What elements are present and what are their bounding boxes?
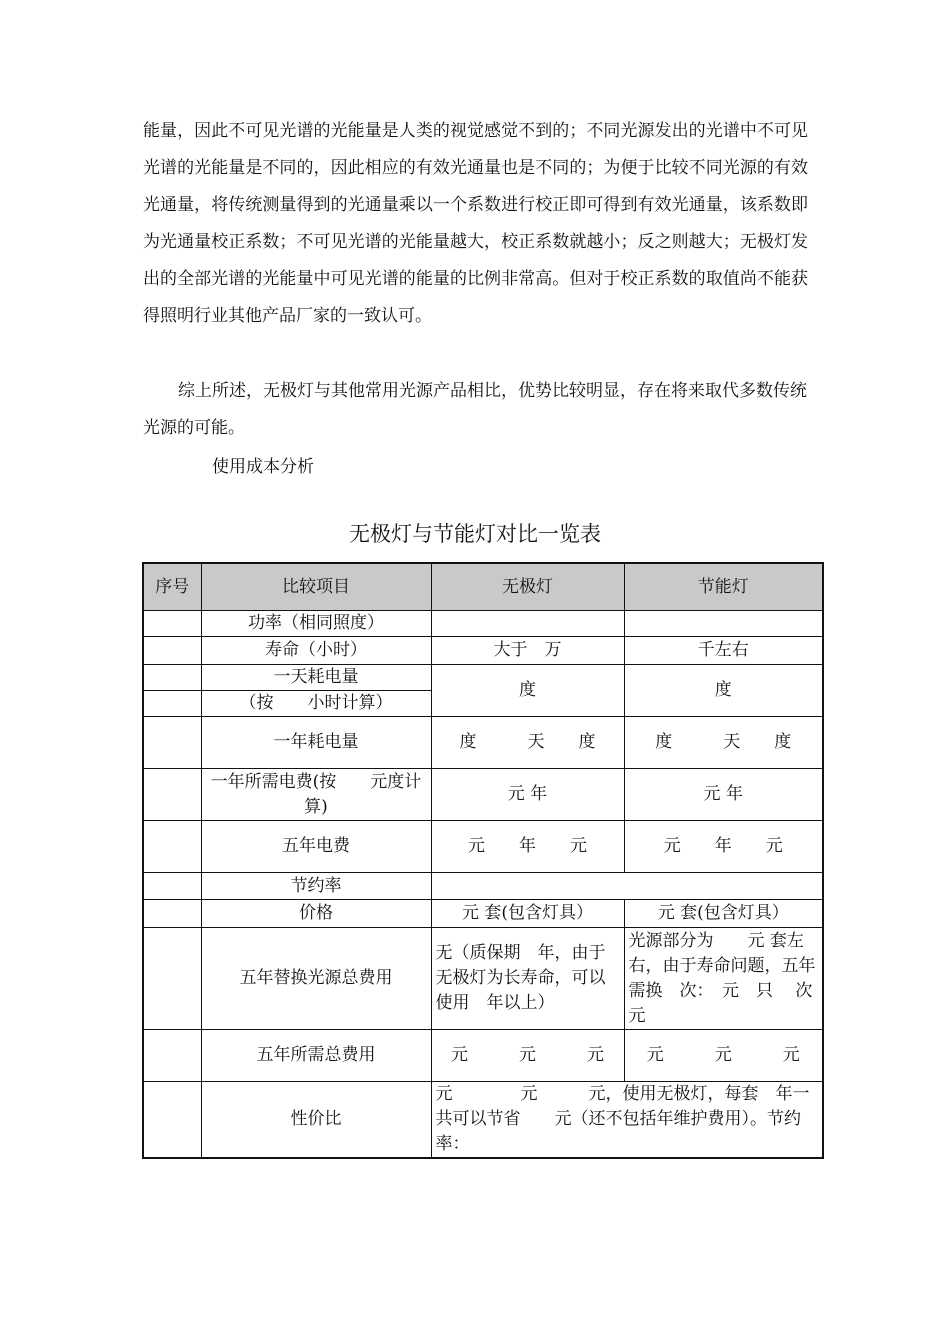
comparison-table	[142, 562, 847, 1159]
row-no	[143, 821, 201, 873]
row-item: 功率（相同照度）	[201, 611, 431, 637]
row-wjd: 大于 万	[431, 637, 624, 665]
body-paragraph-1: 能量，因此不可见光谱的光能量是人类的视觉感觉不到的；不同光源发出的光谱中不可见光谱的光能量是不同的，因此相应的有效光通量也是不同的；为便于比较不同光源的有效光通量，将传统测量得到的光通量乘以一个系数进行校正即可得到有效光通量，该系数即为光通量校正系数；不可见光谱的光能量越大，校正系数就越小；反之则越大；无极灯发出的全部光谱的光能量中可见光谱的能量的比例非常高。但对于校正系数的取值尚不能获得照明行业其他产品厂家的一致认可。	[143, 121, 808, 326]
row-no	[143, 873, 201, 900]
row-no	[143, 1030, 201, 1082]
row-jnd: 度	[624, 665, 823, 717]
header-wjd: 无极灯	[431, 563, 624, 611]
row-item: 价格	[201, 900, 431, 928]
header-item: 比较项目	[201, 563, 431, 611]
row-no	[143, 928, 201, 1030]
row-jnd: 光源部分为 元 套左右，由于寿命问题，五年需换 次： 元 只 次 元	[624, 928, 823, 1030]
section-subheading: 使用成本分析	[212, 457, 314, 477]
row-wjd: 元 套(包含灯具）	[431, 900, 624, 928]
row-item: 一天耗电量	[201, 665, 431, 691]
table-row	[143, 900, 823, 928]
row-no	[143, 900, 201, 928]
table-row	[143, 928, 823, 1030]
row-value	[431, 873, 823, 900]
row-no	[143, 637, 201, 665]
row-no	[143, 691, 201, 717]
row-jnd: 元 年	[624, 769, 823, 821]
body-paragraph-2: 综上所述，无极灯与其他常用光源产品相比，优势比较明显，存在将来取代多数传统光源的可能。	[143, 381, 807, 438]
row-no	[143, 1082, 201, 1159]
row-item: 五年所需总费用	[201, 1030, 431, 1082]
row-item: 一年所需电费(按 元度计算)	[201, 769, 431, 821]
row-no	[143, 665, 201, 691]
table-row	[143, 1030, 823, 1082]
table-row	[143, 637, 823, 665]
row-item: 一年耗电量	[201, 717, 431, 769]
row-no	[143, 611, 201, 637]
row-jnd: 元 套(包含灯具）	[624, 900, 823, 928]
row-jnd: 元 年 元	[624, 821, 823, 873]
row-item: 五年电费	[201, 821, 431, 873]
row-no	[143, 769, 201, 821]
row-wjd: 度 天 度	[431, 717, 624, 769]
table-row	[143, 717, 823, 769]
row-wjd: 无（质保期 年，由于无极灯为长寿命，可以使用 年以上）	[431, 928, 624, 1030]
row-jnd	[624, 611, 823, 637]
table-row	[143, 611, 823, 637]
header-no: 序号	[143, 563, 201, 611]
row-wjd: 元 元 元	[431, 1030, 624, 1082]
row-wjd	[431, 611, 624, 637]
table-row	[143, 821, 823, 873]
row-value: 元 元 元，使用无极灯，每套 年一共可以节省 元（还不包括年维护费用）。节约率：	[431, 1082, 823, 1159]
row-jnd: 度 天 度	[624, 717, 823, 769]
row-item: （按 小时计算）	[201, 691, 431, 717]
row-item: 性价比	[201, 1082, 431, 1159]
table-caption: 无极灯与节能灯对比一览表	[349, 522, 601, 546]
row-wjd: 元 年 元	[431, 821, 624, 873]
row-item: 节约率	[201, 873, 431, 900]
row-wjd: 元 年	[431, 769, 624, 821]
table-row	[143, 769, 823, 821]
row-wjd: 度	[431, 665, 624, 717]
row-no	[143, 717, 201, 769]
row-jnd: 千左右	[624, 637, 823, 665]
row-item: 寿命（小时）	[201, 637, 431, 665]
table-row	[143, 873, 823, 900]
table-header-row	[143, 563, 823, 611]
table-row	[143, 1082, 823, 1159]
row-jnd: 元 元 元	[624, 1030, 823, 1082]
table-row	[143, 665, 823, 691]
header-jnd: 节能灯	[624, 563, 823, 611]
row-item: 五年替换光源总费用	[201, 928, 431, 1030]
